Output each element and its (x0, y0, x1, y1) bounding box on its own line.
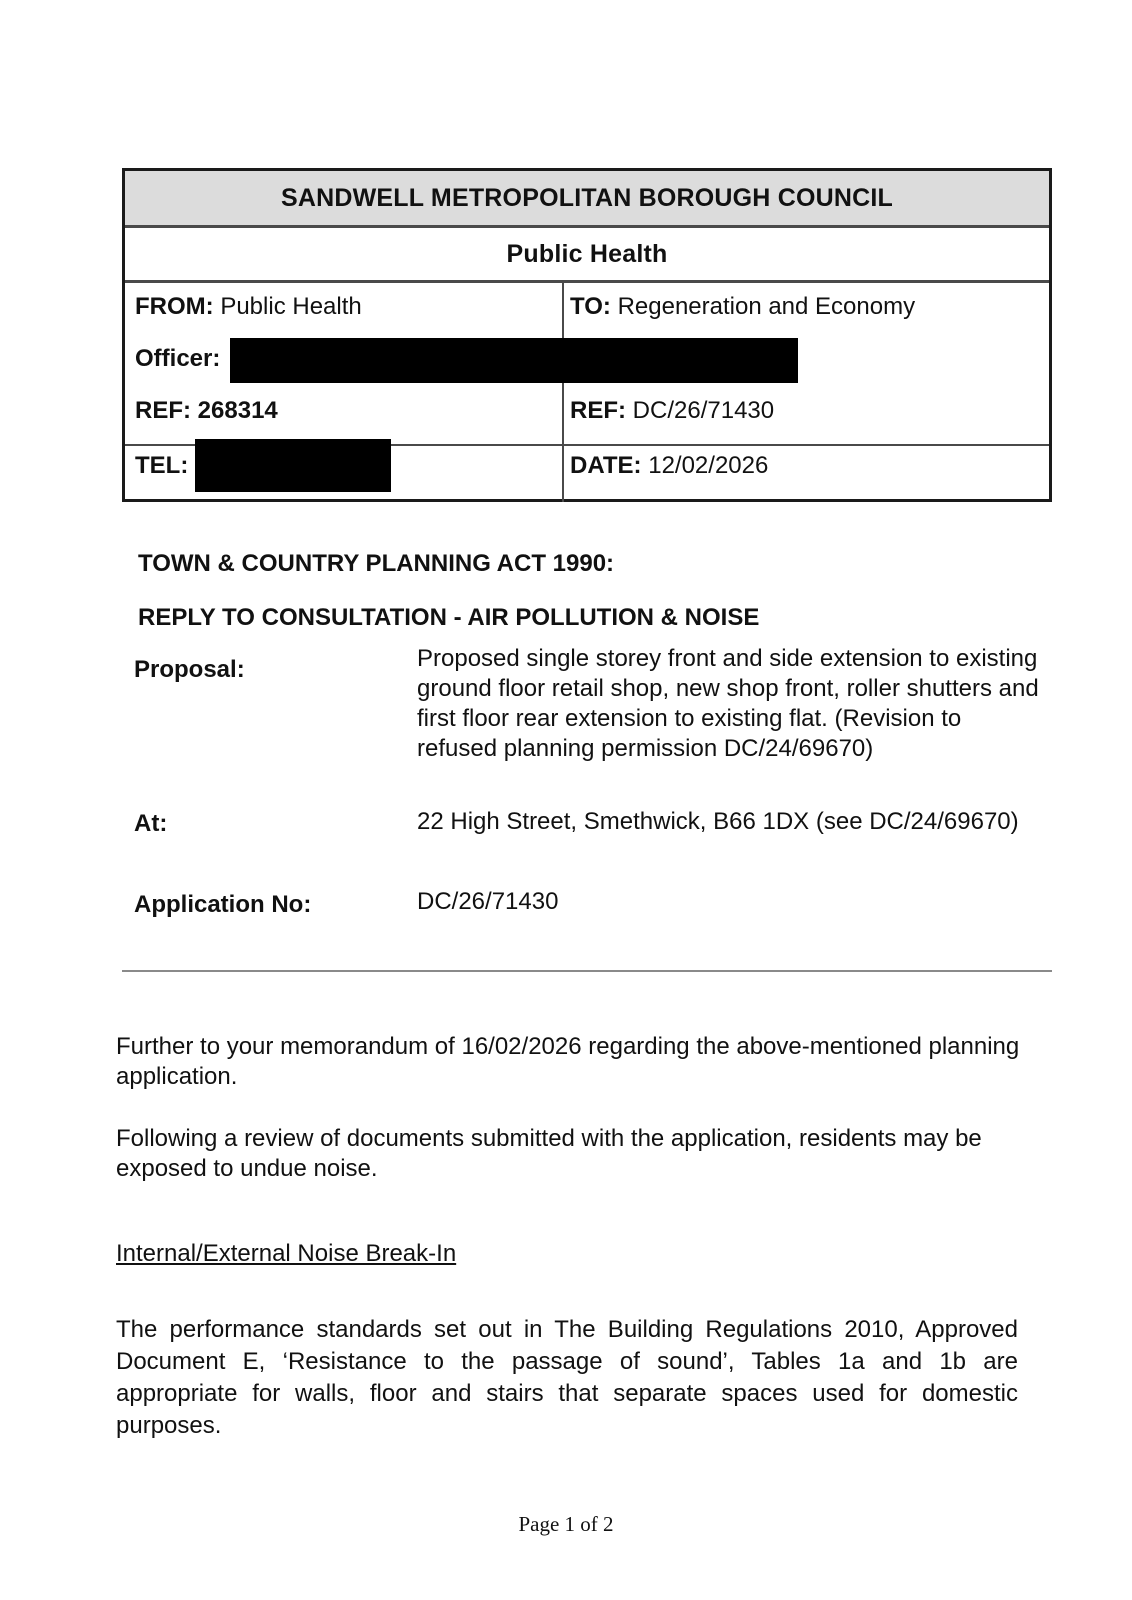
tel-label: TEL: (135, 452, 189, 479)
ref-right-field (570, 397, 774, 425)
department-name: Public Health (506, 239, 668, 268)
proposal-value: Proposed single storey front and side extension to existing ground floor retail shop, new shop front, roller shutters and first floor rear extension to existing flat. (Revision to refused planning permission DC/24/69670) (417, 645, 1039, 762)
section-divider (122, 970, 1052, 972)
paragraph-standards: The performance standards set out in The Building Regulations 2010, Approved Document E, ‘Resistance to the passage of sound’, Tables 1a and 1b are appropriate for walls, floor and stairs that separate spaces used for domestic purposes. (116, 1316, 1018, 1439)
application-value: DC/26/71430 (417, 888, 559, 915)
at-value: 22 High Street, Smethwick, B66 1DX (see DC/24/69670) (417, 808, 1019, 835)
council-name: SANDWELL METROPOLITAN BOROUGH COUNCIL (280, 183, 893, 212)
to-value: Regeneration and Economy (617, 293, 916, 320)
date-label: DATE: (570, 452, 642, 479)
paragraph-review: Following a review of documents submitted with the application, residents may be exposed to undue noise. (116, 1125, 982, 1182)
memo-header-table (122, 168, 1052, 502)
officer-field (135, 345, 220, 373)
ref-left-value: 268314 (197, 397, 278, 424)
paragraph-memorandum: Further to your memorandum of 16/02/2026 regarding the above-mentioned planning application. (116, 1033, 1020, 1090)
act-title: TOWN & COUNTRY PLANNING ACT 1990: (138, 550, 615, 577)
officer-label: Officer: (135, 345, 221, 372)
date-value: 12/02/2026 (648, 452, 769, 479)
ref-left-label: REF: (135, 397, 191, 424)
ref-right-label: REF: (570, 397, 626, 424)
ref-right-value: DC/26/71430 (632, 397, 775, 424)
to-label: TO: (570, 293, 611, 320)
from-field (135, 293, 362, 321)
page-number: Page 1 of 2 (518, 1512, 614, 1536)
from-label: FROM: (135, 293, 214, 320)
council-row (125, 171, 1049, 228)
ref-left-field (135, 397, 278, 425)
to-field (570, 293, 915, 321)
from-value: Public Health (220, 293, 362, 320)
tel-field (135, 452, 188, 480)
proposal-label: Proposal: (134, 656, 245, 683)
application-label: Application No: (134, 891, 312, 918)
date-field (570, 452, 768, 480)
officer-redaction (230, 338, 798, 383)
reply-title: REPLY TO CONSULTATION - AIR POLLUTION & NOISE (138, 604, 760, 631)
noise-subheading: Internal/External Noise Break-In (116, 1240, 457, 1267)
at-label: At: (134, 810, 168, 837)
column-divider-lower (562, 446, 564, 502)
tel-redaction (195, 439, 391, 492)
department-row (125, 228, 1049, 283)
